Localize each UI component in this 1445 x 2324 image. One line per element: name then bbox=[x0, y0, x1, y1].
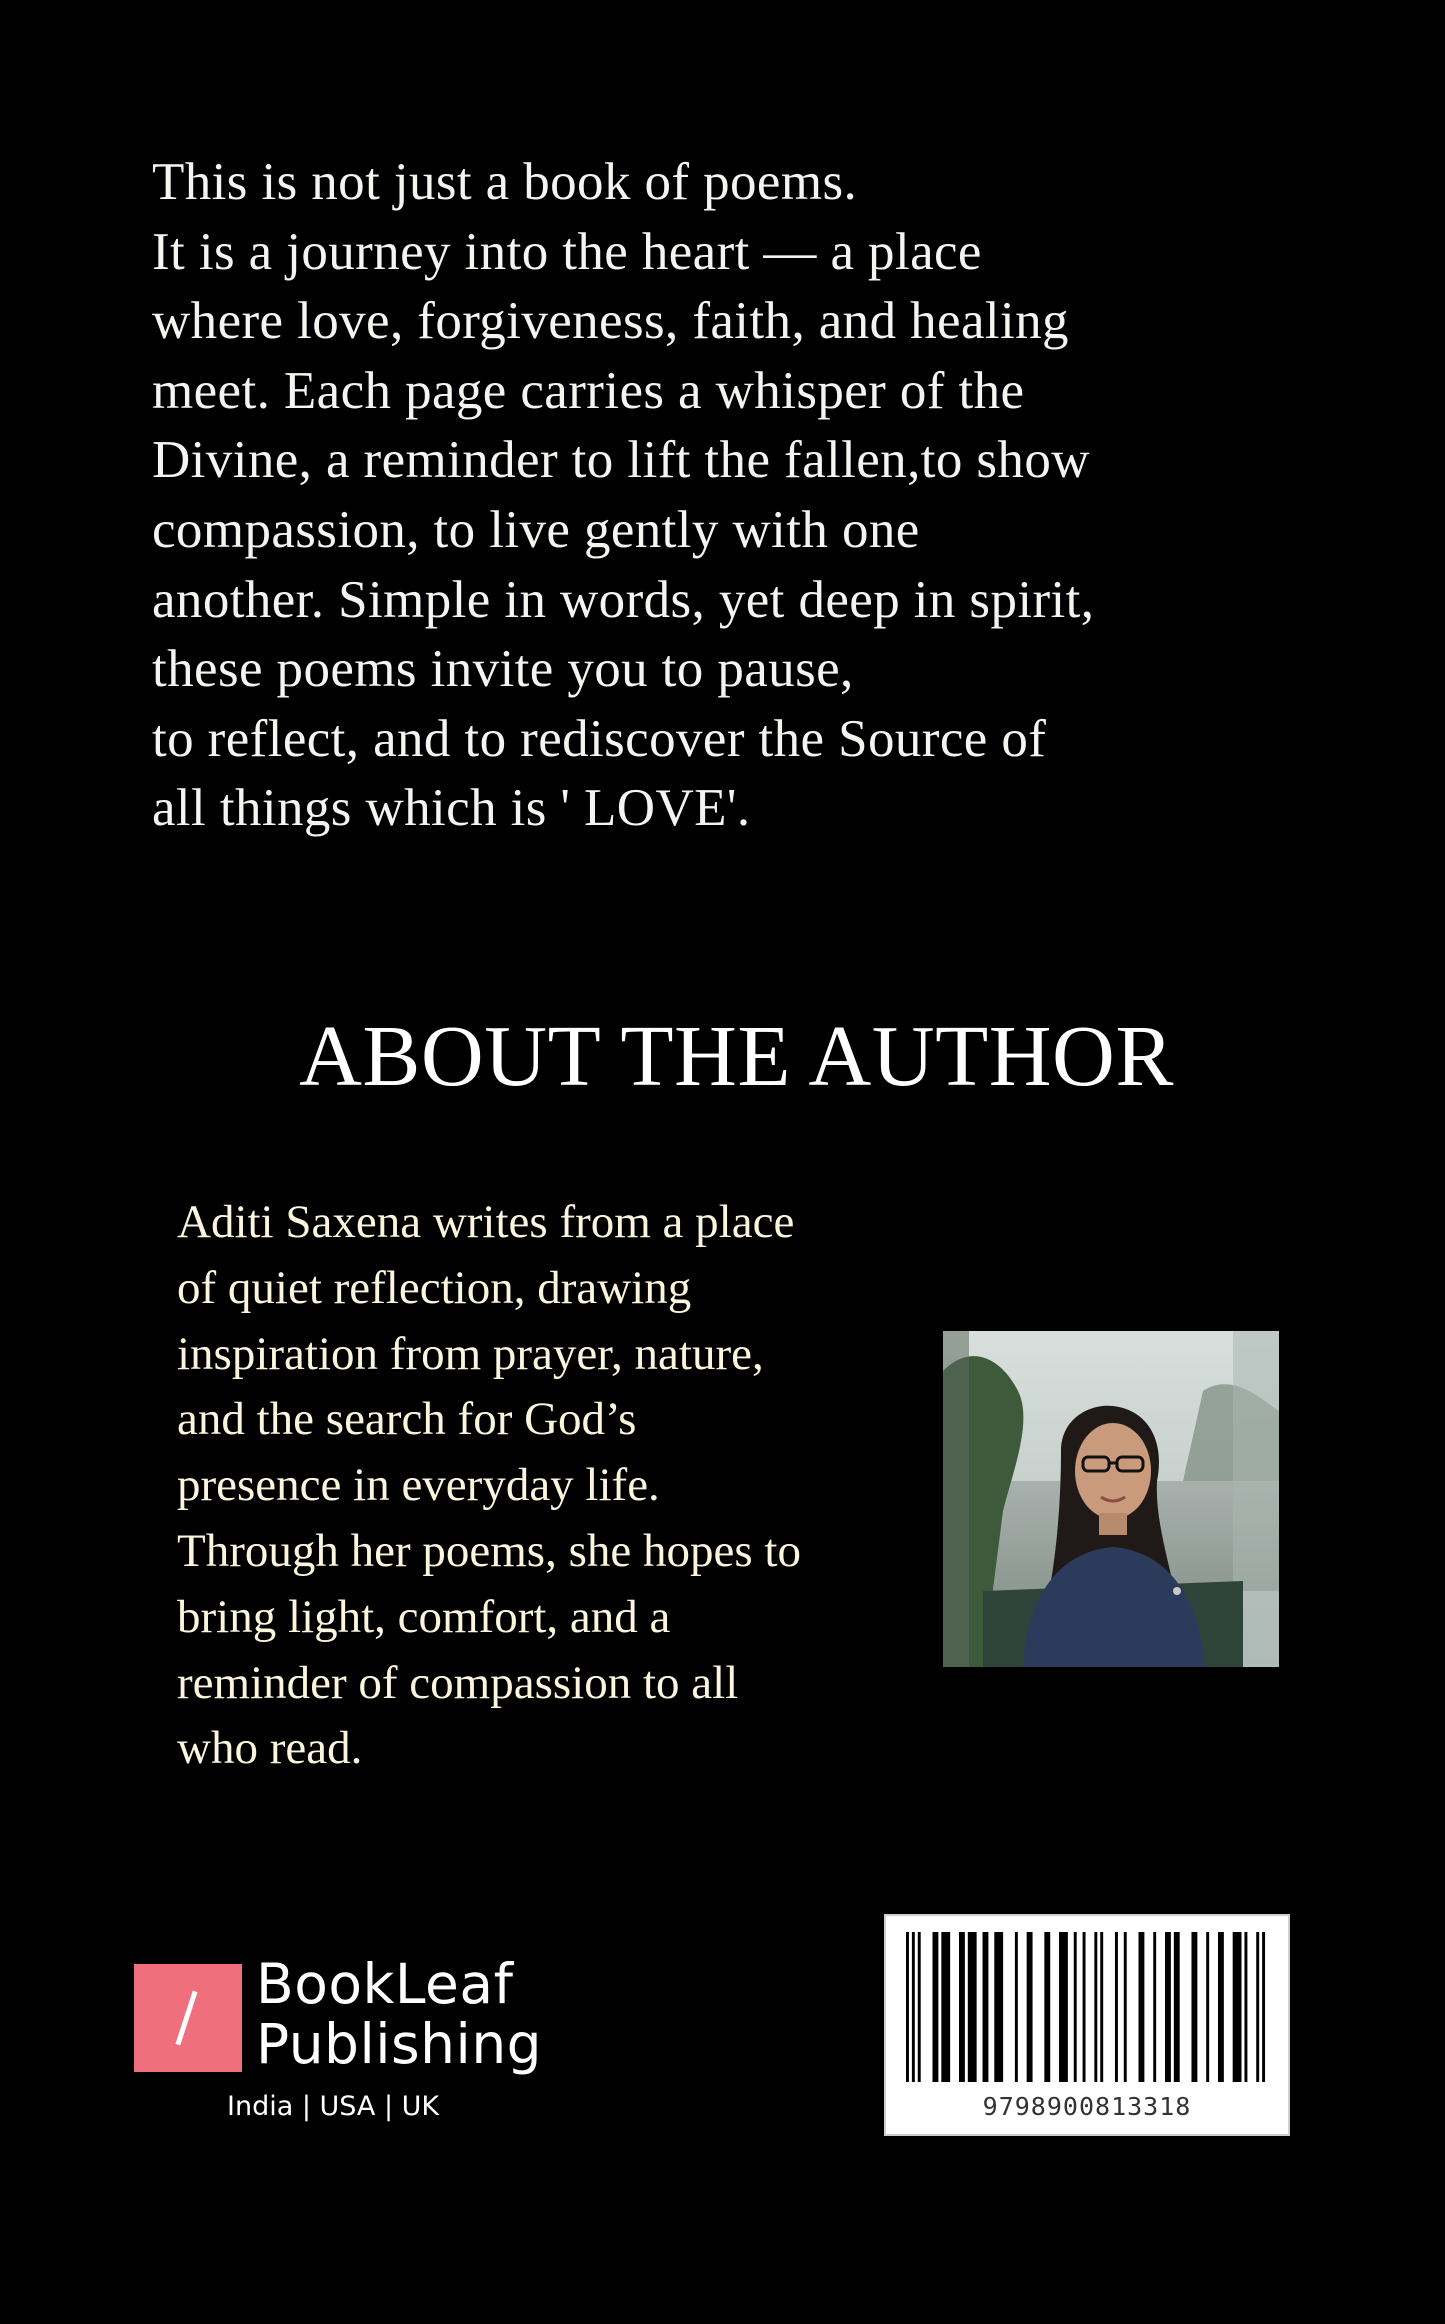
publisher-name-line1: BookLeaf bbox=[256, 1952, 514, 2016]
barcode-bar bbox=[1262, 1932, 1265, 2082]
blurb-line: another. Simple in words, yet deep in spirit, bbox=[152, 570, 1095, 629]
barcode-bar bbox=[983, 1932, 989, 2082]
barcode-bar bbox=[959, 1932, 965, 2082]
publisher-logo bbox=[134, 1952, 554, 2130]
barcode-bars bbox=[906, 1932, 1268, 2082]
blurb-line: these poems invite you to pause, bbox=[152, 640, 854, 699]
barcode-bar bbox=[941, 1932, 950, 2082]
isbn-barcode bbox=[884, 1914, 1290, 2136]
isbn-number: 9798900813318 bbox=[982, 2092, 1192, 2121]
barcode-bar bbox=[1124, 1932, 1127, 2082]
barcode-bar bbox=[1015, 1932, 1018, 2082]
blurb-line: meet. Each page carries a whisper of the bbox=[152, 361, 1025, 420]
bio-line: inspiration from prayer, nature, bbox=[177, 1327, 764, 1380]
barcode-bar bbox=[1115, 1932, 1118, 2082]
barcode-bar bbox=[906, 1932, 909, 2082]
blurb-line: Divine, a reminder to lift the fallen,to show bbox=[152, 431, 1090, 490]
publisher-name bbox=[256, 1954, 542, 2074]
barcode-bar bbox=[1191, 1932, 1197, 2082]
bio-line: Aditi Saxena writes from a place bbox=[177, 1196, 795, 1248]
bio-line: Through her poems, she hopes to bbox=[177, 1524, 801, 1577]
barcode-bar bbox=[1083, 1932, 1086, 2082]
barcode-bar bbox=[968, 1932, 977, 2082]
barcode-bar bbox=[1139, 1932, 1145, 2082]
barcode-bar bbox=[1206, 1932, 1209, 2082]
bio-line: reminder of compassion to all bbox=[177, 1656, 739, 1709]
bio-line: and the search for God’s bbox=[177, 1393, 637, 1446]
barcode-bar bbox=[1165, 1932, 1171, 2082]
slash-mark bbox=[175, 1991, 197, 2046]
publisher-name-line2: Publishing bbox=[256, 2012, 543, 2076]
barcode-bar bbox=[1256, 1932, 1259, 2082]
blurb-line: compassion, to live gently with one bbox=[152, 500, 920, 559]
barcode-bar bbox=[1174, 1932, 1180, 2082]
blurb-line: It is a journey into the heart — a place bbox=[152, 222, 982, 281]
bio-line: of quiet reflection, drawing bbox=[177, 1261, 692, 1314]
bio-line: who read. bbox=[177, 1722, 363, 1775]
barcode-bar bbox=[932, 1932, 938, 2082]
barcode-bar bbox=[918, 1932, 921, 2082]
bio-line: presence in everyday life. bbox=[177, 1459, 660, 1512]
barcode-bar bbox=[1100, 1932, 1103, 2082]
barcode-bar bbox=[994, 1932, 1003, 2082]
barcode-bar bbox=[1059, 1932, 1068, 2082]
barcode-bar bbox=[1153, 1932, 1156, 2082]
author-photo bbox=[943, 1331, 1279, 1667]
barcode-bar bbox=[1218, 1932, 1224, 2082]
blurb-line: where love, forgiveness, faith, and healing bbox=[152, 292, 1069, 351]
barcode-bar bbox=[1027, 1932, 1033, 2082]
barcode-bar bbox=[1233, 1932, 1242, 2082]
barcode-bar bbox=[1074, 1932, 1077, 2082]
blurb-line: all things which is ' LOVE'. bbox=[152, 779, 751, 838]
author-bio bbox=[177, 1190, 897, 1782]
blurb-line: This is not just a book of poems. bbox=[152, 153, 858, 211]
barcode-bar bbox=[912, 1932, 915, 2082]
barcode-bar bbox=[1244, 1932, 1247, 2082]
about-author-heading: ABOUT THE AUTHOR bbox=[299, 1007, 1174, 1104]
barcode-bar bbox=[1044, 1932, 1050, 2082]
publisher-regions: India | USA | UK bbox=[227, 2091, 440, 2122]
bio-line: bring light, comfort, and a bbox=[177, 1590, 671, 1643]
barcode-bar bbox=[1094, 1932, 1097, 2082]
bookleaf-logo-icon bbox=[134, 1964, 242, 2072]
back-cover-blurb bbox=[152, 148, 1292, 844]
blurb-line: to reflect, and to rediscover the Source of bbox=[152, 709, 1047, 768]
